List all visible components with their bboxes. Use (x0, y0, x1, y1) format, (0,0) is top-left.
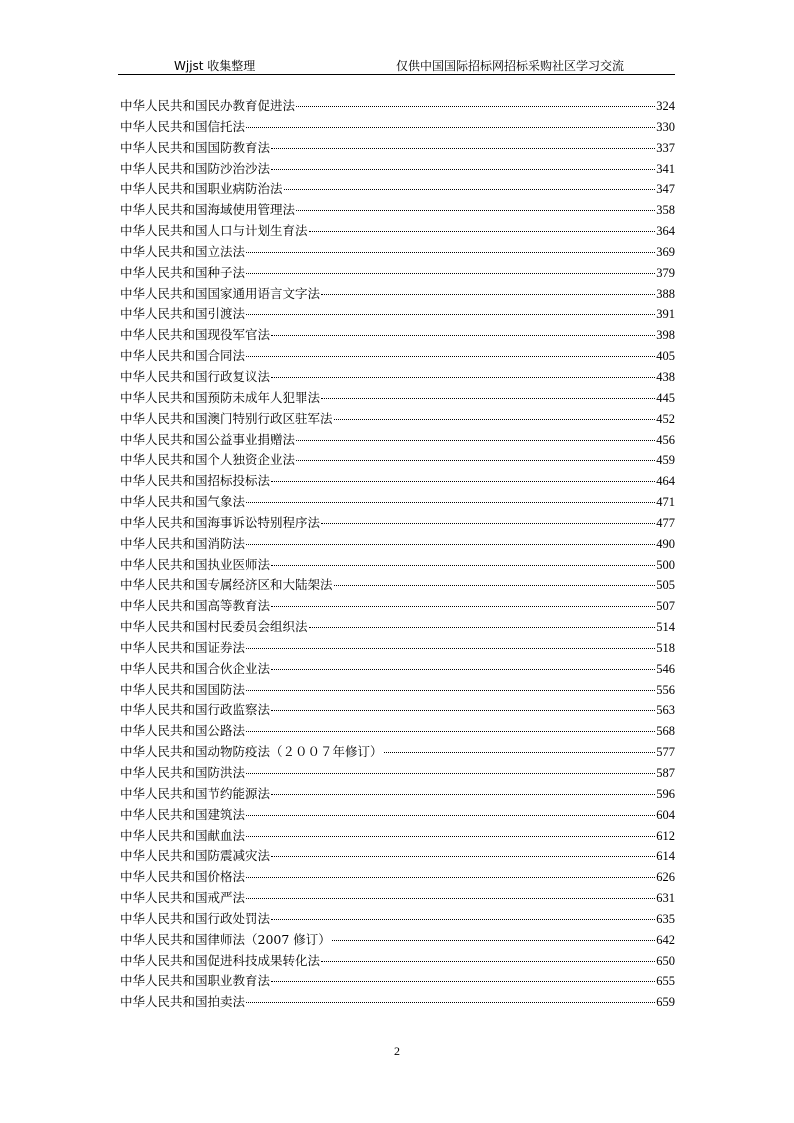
toc-entry[interactable] (120, 346, 675, 367)
toc-entry-page: 445 (656, 390, 675, 405)
toc-entry[interactable] (120, 575, 675, 596)
toc-entry-page: 563 (656, 703, 675, 718)
toc-leader-dots (309, 626, 656, 628)
toc-entry[interactable] (120, 263, 675, 284)
toc-leader-dots (271, 605, 655, 607)
toc-entry-title: 中华人民共和国职业病防治法 (120, 181, 283, 197)
toc-entry-title: 中华人民共和国公路法 (120, 723, 246, 739)
toc-leader-dots (246, 689, 655, 691)
toc-entry-page: 655 (656, 974, 675, 989)
toc-entry[interactable] (120, 117, 675, 138)
toc-entry-page: 471 (656, 495, 675, 510)
toc-leader-dots (246, 876, 655, 878)
toc-leader-dots (334, 584, 656, 586)
toc-leader-dots (271, 376, 655, 378)
toc-entry-title: 中华人民共和国引渡法 (120, 306, 246, 322)
toc-entry[interactable] (120, 700, 675, 721)
toc-entry-title: 中华人民共和国防震减灾法 (120, 848, 271, 864)
toc-entry[interactable] (120, 805, 675, 826)
toc-entry-title: 中华人民共和国合伙企业法 (120, 660, 271, 676)
toc-leader-dots (321, 522, 655, 524)
toc-entry-page: 604 (656, 807, 675, 822)
header-right-text: 仅供中国国际招标网招标采购社区学习交流 (396, 59, 625, 73)
toc-entry-page: 452 (656, 411, 675, 426)
toc-entry-title: 中华人民共和国职业教育法 (120, 973, 271, 989)
toc-entry[interactable] (120, 430, 675, 451)
toc-entry-title: 中华人民共和国防沙治沙法 (120, 160, 271, 176)
toc-entry-page: 614 (656, 849, 675, 864)
toc-entry-title: 中华人民共和国动物防疫法（２００７年修订） (120, 744, 383, 760)
toc-entry[interactable] (120, 742, 675, 763)
toc-entry-title: 中华人民共和国拍卖法 (120, 994, 246, 1010)
toc-leader-dots (246, 501, 655, 503)
toc-leader-dots (271, 855, 655, 857)
toc-entry[interactable] (120, 659, 675, 680)
toc-entry-title: 中华人民共和国澳门特别行政区驻军法 (120, 410, 333, 426)
toc-entry-page: 650 (656, 953, 675, 968)
toc-entry[interactable] (120, 96, 675, 117)
toc-entry[interactable] (120, 159, 675, 180)
toc-entry[interactable] (120, 492, 675, 513)
toc-entry-page: 642 (656, 932, 675, 947)
toc-entry-title: 中华人民共和国合同法 (120, 348, 246, 364)
toc-entry[interactable] (120, 638, 675, 659)
toc-entry-title: 中华人民共和国海事诉讼特别程序法 (120, 514, 321, 530)
toc-entry[interactable] (120, 971, 675, 992)
toc-entry-page: 477 (656, 515, 675, 530)
toc-leader-dots (246, 814, 655, 816)
toc-entry[interactable] (120, 242, 675, 263)
toc-leader-dots (321, 293, 655, 295)
toc-entry[interactable] (120, 450, 675, 471)
toc-entry-page: 330 (656, 119, 675, 134)
toc-entry-page: 459 (656, 453, 675, 468)
toc-entry-page: 324 (656, 99, 675, 113)
toc-entry[interactable] (120, 867, 675, 888)
toc-entry[interactable] (120, 200, 675, 221)
toc-leader-dots (296, 105, 655, 107)
toc-entry-title: 中华人民共和国献血法 (120, 827, 246, 843)
toc-entry-page: 379 (656, 265, 675, 280)
toc-entry-title: 中华人民共和国招标投标法 (120, 473, 271, 489)
page-number: 2 (394, 1044, 400, 1058)
toc-entry-title: 中华人民共和国国防法 (120, 681, 246, 697)
toc-leader-dots (384, 751, 656, 753)
toc-entry-page: 358 (656, 203, 675, 218)
toc-leader-dots (296, 439, 655, 441)
toc-entry-title: 中华人民共和国海域使用管理法 (120, 202, 296, 218)
toc-entry-page: 347 (656, 182, 675, 197)
toc-entry-title: 中华人民共和国公益事业捐赠法 (120, 431, 296, 447)
toc-leader-dots (246, 126, 655, 128)
toc-leader-dots (284, 188, 656, 190)
toc-entry-title: 中华人民共和国村民委员会组织法 (120, 619, 308, 635)
toc-leader-dots (246, 647, 655, 649)
toc-entry[interactable] (120, 138, 675, 159)
toc-entry[interactable] (120, 680, 675, 701)
toc-entry-title: 中华人民共和国国防教育法 (120, 139, 271, 155)
toc-entry[interactable] (120, 221, 675, 242)
toc-entry-title: 中华人民共和国行政复议法 (120, 368, 271, 384)
toc-entry-title: 中华人民共和国预防未成年人犯罪法 (120, 389, 321, 405)
toc-entry-page: 364 (656, 224, 675, 239)
toc-leader-dots (246, 543, 655, 545)
toc-entry-title: 中华人民共和国戒严法 (120, 890, 246, 906)
toc-leader-dots (246, 355, 655, 357)
toc-entry-page: 631 (656, 891, 675, 906)
toc-leader-dots (271, 980, 655, 982)
toc-entry[interactable] (120, 951, 675, 972)
toc-entry-title: 中华人民共和国种子法 (120, 264, 246, 280)
toc-leader-dots (246, 897, 655, 899)
toc-leader-dots (246, 251, 655, 253)
toc-entry[interactable] (120, 909, 675, 930)
toc-entry-title: 中华人民共和国律师法（2007 修订） (120, 931, 331, 947)
toc-entry-page: 556 (656, 682, 675, 697)
toc-entry-title: 中华人民共和国民办教育促进法 (120, 98, 296, 113)
toc-entry-page: 505 (656, 578, 675, 593)
toc-entry-title: 中华人民共和国执业医师法 (120, 556, 271, 572)
toc-leader-dots (271, 668, 655, 670)
toc-entry-page: 659 (656, 995, 675, 1010)
toc-leader-dots (296, 459, 655, 461)
toc-leader-dots (246, 772, 655, 774)
toc-entry-title: 中华人民共和国行政处罚法 (120, 910, 271, 926)
toc-leader-dots (271, 147, 655, 149)
toc-entry[interactable] (120, 721, 675, 742)
toc-leader-dots (271, 793, 655, 795)
toc-entry-page: 369 (656, 244, 675, 259)
toc-leader-dots (246, 730, 655, 732)
toc-leader-dots (246, 313, 655, 315)
toc-entry-title: 中华人民共和国信托法 (120, 118, 246, 134)
toc-entry-page: 577 (656, 745, 675, 760)
toc-entry-page: 635 (656, 911, 675, 926)
toc-leader-dots (271, 564, 655, 566)
toc-entry-title: 中华人民共和国消防法 (120, 535, 246, 551)
toc-entry[interactable] (120, 888, 675, 909)
toc-entry[interactable] (120, 409, 675, 430)
toc-entry-page: 612 (656, 828, 675, 843)
toc-entry-page: 546 (656, 661, 675, 676)
toc-entry[interactable] (120, 179, 675, 200)
toc-leader-dots (271, 918, 655, 920)
toc-leader-dots (246, 1001, 655, 1003)
toc-entry-page: 337 (656, 140, 675, 155)
toc-entry[interactable] (120, 555, 675, 576)
toc-leader-dots (321, 960, 655, 962)
toc-entry-page: 398 (656, 328, 675, 343)
toc-entry[interactable] (120, 513, 675, 534)
toc-entry-title: 中华人民共和国证券法 (120, 639, 246, 655)
toc-entry-page: 391 (656, 307, 675, 322)
toc-entry[interactable] (120, 284, 675, 305)
toc-entry[interactable] (120, 826, 675, 847)
toc-entry-title: 中华人民共和国防洪法 (120, 765, 246, 780)
toc-entry[interactable] (120, 534, 675, 555)
toc-entry[interactable] (120, 304, 675, 325)
toc-entry[interactable] (120, 846, 675, 867)
toc-entry-page: 587 (656, 766, 675, 780)
header-left-text: Wjjst 收集整理 (174, 59, 256, 73)
toc-entry-title: 中华人民共和国行政监察法 (120, 702, 271, 718)
toc-leader-dots (246, 272, 655, 274)
toc-leader-dots (271, 334, 655, 336)
toc-entry[interactable] (120, 617, 675, 638)
toc-entry-page: 456 (656, 432, 675, 447)
toc-entry-page: 596 (656, 786, 675, 801)
toc-entry-page: 500 (656, 557, 675, 572)
toc-entry[interactable] (120, 992, 675, 1013)
page-header (118, 56, 675, 75)
toc-entry-title: 中华人民共和国促进科技成果转化法 (120, 952, 321, 968)
table-of-contents (120, 96, 675, 1013)
toc-entry[interactable] (120, 930, 675, 951)
toc-leader-dots (271, 168, 655, 170)
toc-entry-title: 中华人民共和国高等教育法 (120, 598, 271, 614)
toc-entry[interactable] (120, 596, 675, 617)
toc-entry-title: 中华人民共和国现役军官法 (120, 327, 271, 343)
toc-entry-page: 405 (656, 349, 675, 364)
toc-entry-page: 626 (656, 870, 675, 885)
toc-entry-page: 464 (656, 474, 675, 489)
toc-entry-title: 中华人民共和国国家通用语言文字法 (120, 285, 321, 301)
toc-leader-dots (334, 418, 656, 420)
toc-entry-title: 中华人民共和国节约能源法 (120, 785, 271, 801)
toc-entry-title: 中华人民共和国人口与计划生育法 (120, 223, 308, 239)
toc-entry-page: 388 (656, 286, 675, 301)
toc-entry[interactable] (120, 784, 675, 805)
toc-entry-title: 中华人民共和国个人独资企业法 (120, 452, 296, 468)
toc-entry-page: 518 (656, 640, 675, 655)
toc-entry-page: 507 (656, 599, 675, 614)
toc-entry-title: 中华人民共和国价格法 (120, 869, 246, 885)
toc-entry-page: 341 (656, 161, 675, 176)
toc-leader-dots (246, 835, 655, 837)
toc-leader-dots (332, 939, 655, 941)
toc-entry-page: 514 (656, 620, 675, 635)
toc-entry-title: 中华人民共和国建筑法 (120, 806, 246, 822)
toc-entry-page: 490 (656, 536, 675, 551)
toc-leader-dots (296, 209, 655, 211)
toc-leader-dots (271, 709, 655, 711)
toc-entry-title: 中华人民共和国专属经济区和大陆架法 (120, 577, 333, 593)
toc-entry[interactable] (120, 325, 675, 346)
toc-leader-dots (271, 480, 655, 482)
toc-leader-dots (309, 230, 656, 232)
toc-leader-dots (321, 397, 655, 399)
toc-entry-page: 438 (656, 369, 675, 384)
toc-entry[interactable] (120, 388, 675, 409)
toc-entry-title: 中华人民共和国立法法 (120, 243, 246, 259)
toc-entry-page: 568 (656, 724, 675, 739)
toc-entry[interactable] (120, 367, 675, 388)
toc-entry-title: 中华人民共和国气象法 (120, 494, 246, 510)
toc-entry[interactable] (120, 471, 675, 492)
toc-entry[interactable] (120, 763, 675, 784)
